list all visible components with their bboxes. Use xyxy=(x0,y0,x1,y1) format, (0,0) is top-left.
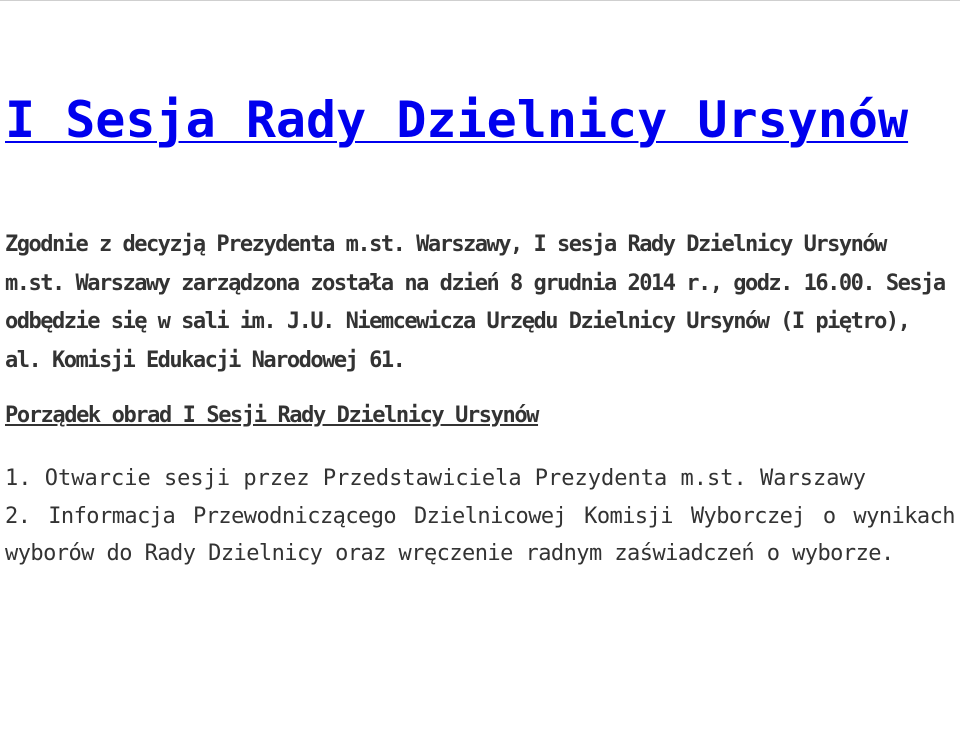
agenda-item: 2. Informacja Przewodniczącego Dzielnicowej Komisji Wyborczej o wynikach wyborów do Rady Dzielnicy oraz wręczenie radnym zaświadczeń o wyborze. xyxy=(5,503,955,566)
top-divider xyxy=(0,0,960,1)
intro-paragraph: Zgodnie z decyzją Prezydenta m.st. Warszawy, I sesja Rady Dzielnicy Ursynów m.st. Warszawy zarządzona została na dzień 8 grudnia 2014 r., godz. 16.00. Sesja odbędzie się w sali im. J.U. Niemcewicza Urzędu Dzielnicy Ursynów (I piętro), al. Komisji Edukacji Narodowej 61. xyxy=(5,232,945,373)
title-link[interactable]: I Sesja Rady Dzielnicy Ursynów xyxy=(5,91,909,149)
article xyxy=(5,86,955,573)
agenda-heading: Porządek obrad I Sesji Rady Dzielnicy Ursynów xyxy=(5,403,539,428)
page-title xyxy=(5,86,955,154)
agenda-item: 1. Otwarcie sesji przez Przedstawiciela Prezydenta m.st. Warszawy xyxy=(5,466,866,491)
